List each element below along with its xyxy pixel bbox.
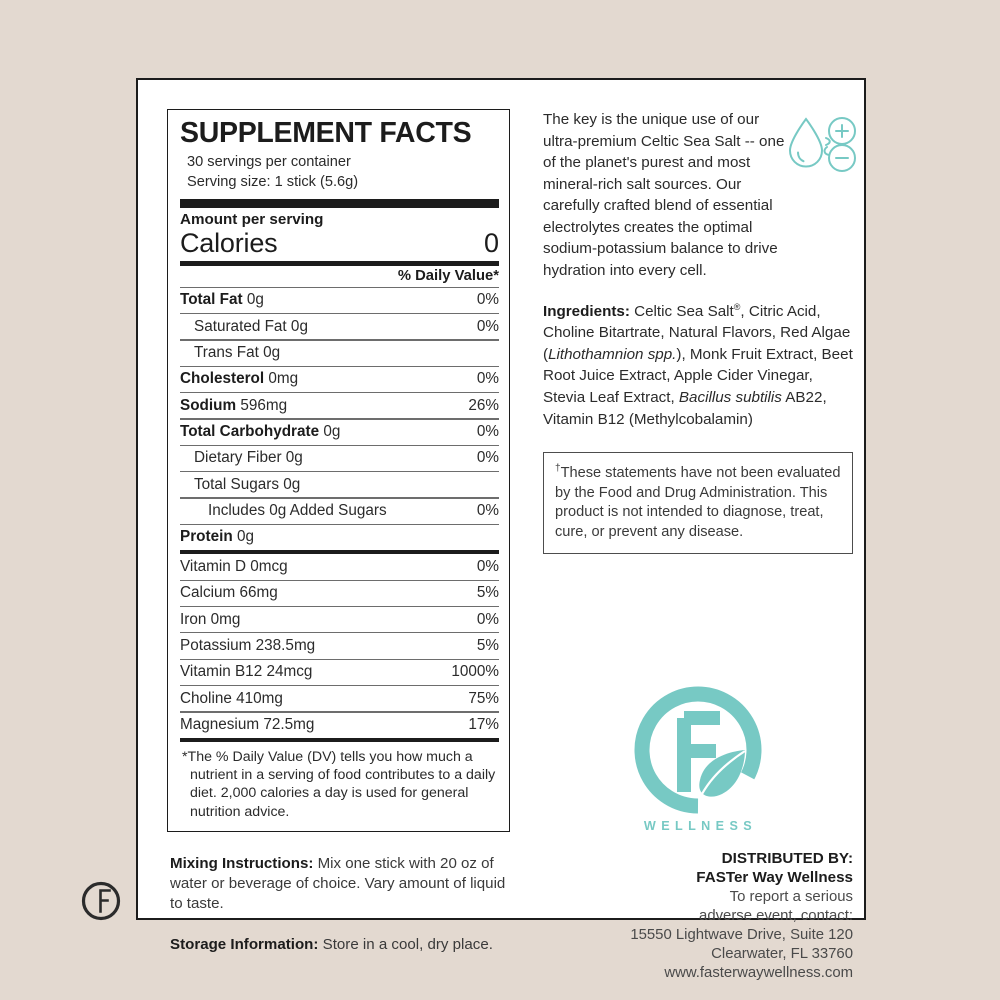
nutrient-daily-value: 0% (476, 291, 499, 309)
nutrient-daily-value: 26% (468, 396, 499, 414)
micronutrient-daily-value: 0% (476, 610, 499, 628)
distributor-address: 15550 Lightwave Drive, Suite 120 (630, 927, 853, 944)
ingredients-label: Ingredients: (543, 302, 630, 320)
micronutrient-daily-value: 5% (476, 636, 499, 654)
storage-information-label: Storage Information: (170, 935, 319, 953)
nutrient-row (180, 393, 499, 418)
distributor-block (543, 849, 853, 983)
nutrient-daily-value: 0% (476, 423, 499, 441)
micronutrient-name: Magnesium 72.5mg (180, 716, 315, 734)
nutrient-name: Total Fat 0g (180, 291, 264, 309)
calories-label: Calories (180, 228, 278, 259)
disclaimer-text: These statements have not been evaluated by the Food and Drug Administration. This product is not intended to diagnose, treat, cure, or prevent any disease. (555, 465, 841, 541)
calories-row (180, 228, 499, 261)
registered-mark: ® (733, 301, 741, 312)
micronutrient-daily-value: 1000% (451, 663, 499, 681)
distributed-by-heading: DISTRIBUTED BY: (721, 850, 853, 867)
micronutrient-row (180, 633, 499, 658)
micronutrient-name: Potassium 238.5mg (180, 636, 316, 654)
storage-information-text: Store in a cool, dry place. (318, 935, 493, 953)
daily-value-footnote: *The % Daily Value (DV) tells you how much a nutrient in a serving of food contributes to a daily diet. 2,000 calories a day is used for general nutrition advice. (182, 749, 496, 820)
disclaimer-dagger: † (555, 463, 561, 475)
nutrient-name: Protein 0g (180, 528, 254, 546)
mixing-instructions-text: Mix one stick with 20 oz of water or beverage of choice. Vary amount of liquid to taste. (170, 854, 506, 912)
nutrient-name: Cholesterol 0mg (180, 370, 299, 388)
nutrient-daily-value: 0% (476, 502, 499, 520)
nutrient-row (180, 314, 499, 339)
intro-paragraph: The key is the unique use of our ultra-premium Celtic Sea Salt -- one of the planet's purest and most mineral-rich salt sources. Our carefully crafted blend of essential electrolytes creates the optimal sodium-potassium balance to drive hydration into every cell. (543, 111, 785, 280)
micronutrient-daily-value: 0% (476, 557, 499, 575)
micronutrient-daily-value: 17% (468, 716, 499, 734)
nutrient-name: Total Sugars 0g (194, 475, 301, 493)
micronutrient-name: Choline 410mg (180, 689, 283, 707)
brand-logo-block (543, 684, 853, 833)
nutrient-name: Dietary Fiber 0g (194, 449, 303, 467)
nutrient-name: Trans Fat 0g (194, 344, 281, 361)
distributor-website[interactable]: www.fasterwaywellness.com (664, 965, 853, 982)
micronutrient-row (180, 581, 499, 606)
calories-value: 0 (483, 228, 499, 259)
nutrient-row (180, 420, 499, 445)
supplement-label-card (136, 78, 866, 982)
nutrient-name: Sodium 596mg (180, 396, 288, 414)
micronutrient-name: Vitamin D 0mcg (180, 557, 288, 575)
micronutrient-row (180, 660, 499, 685)
micronutrient-name: Iron 0mg (180, 610, 241, 628)
supplement-facts-title: SUPPLEMENT FACTS (180, 117, 472, 149)
brand-wellness-text: WELLNESS (643, 819, 758, 833)
storage-information (167, 935, 510, 955)
nutrient-row (180, 472, 499, 497)
micronutrient-row (180, 713, 499, 738)
corner-f-logo-icon (80, 880, 122, 922)
electrolyte-droplet-icon (779, 111, 861, 193)
mixing-instructions (167, 854, 510, 914)
nutrient-row (180, 288, 499, 313)
distributor-company: FASTer Way Wellness (696, 869, 853, 887)
nutrient-daily-value: 0% (476, 317, 499, 335)
fda-disclaimer-box (543, 452, 853, 554)
nutrient-row (180, 499, 499, 524)
ingredients-italic-algae: Lithothamnion spp. (548, 345, 677, 363)
mixing-instructions-label: Mixing Instructions: (170, 854, 314, 872)
distributor-city-state: Clearwater, FL 33760 (711, 946, 853, 963)
distributor-line2: adverse event, contact: (699, 907, 853, 924)
nutrient-daily-value: 0% (476, 449, 499, 467)
nutrient-name: Total Carbohydrate 0g (180, 423, 341, 441)
distributor-line1: To report a serious (729, 888, 853, 905)
nutrient-row (180, 446, 499, 471)
daily-value-header: % Daily Value* (397, 267, 499, 284)
ingredients-part1: Celtic Sea Salt (629, 302, 734, 320)
amount-per-serving-label: Amount per serving (180, 211, 324, 229)
nutrient-name: Includes 0g Added Sugars (208, 502, 387, 520)
supplement-facts-panel (167, 109, 510, 832)
micronutrient-daily-value: 5% (476, 584, 499, 602)
ingredients-part3: ), Monk Fruit Extract, Beet Root Juice Extract, Apple Cider Vinegar, Stevia Leaf Extract, (543, 345, 853, 406)
nutrient-daily-value: 0% (476, 370, 499, 388)
ingredients-part2: , Citric Acid, Choline Bitartrate, Natural Flavors, Red Algae ( (543, 302, 851, 363)
micronutrient-row (180, 554, 499, 579)
micronutrient-rows (180, 554, 499, 737)
serving-size: Serving size: 1 stick (5.6g) (187, 173, 359, 190)
micronutrient-name: Vitamin B12 24mcg (180, 663, 313, 681)
ingredients-part4: AB22, Vitamin B12 (Methylcobalamin) (543, 389, 827, 428)
micronutrient-daily-value: 75% (468, 689, 499, 707)
nutrient-name: Saturated Fat 0g (194, 317, 308, 335)
divider-thick-top (180, 199, 499, 208)
nutrient-row (180, 525, 499, 550)
nutrient-row (180, 367, 499, 392)
micronutrient-row (180, 686, 499, 711)
right-column (543, 109, 853, 982)
left-column (167, 109, 510, 955)
micronutrient-name: Calcium 66mg (180, 584, 278, 602)
micronutrient-row (180, 607, 499, 632)
ingredients-paragraph (543, 301, 853, 431)
servings-per-container: 30 servings per container (187, 154, 351, 171)
ingredients-italic-bacillus: Bacillus subtilis (678, 389, 782, 406)
fasterway-wellness-logo-icon (632, 684, 764, 816)
nutrient-row (180, 341, 499, 366)
nutrient-rows (180, 288, 499, 550)
